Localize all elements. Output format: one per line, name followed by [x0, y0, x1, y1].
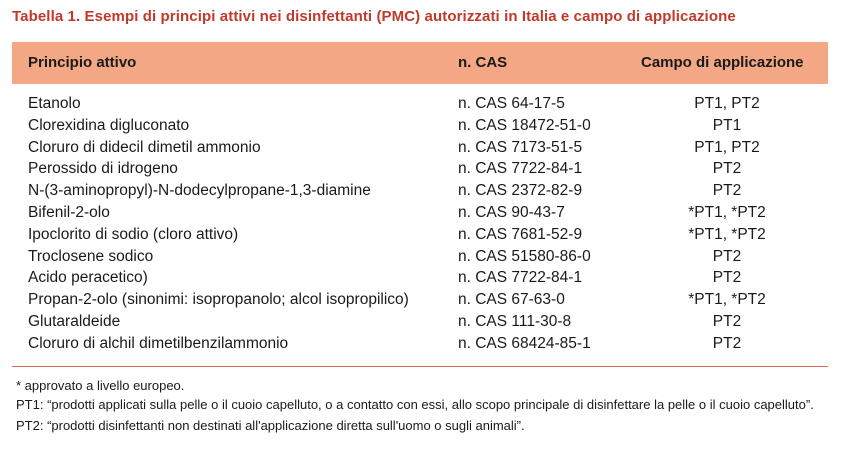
- table-row: [12, 115, 828, 137]
- table-row: [12, 224, 828, 246]
- header-principio-attivo: Principio attivo: [28, 54, 137, 71]
- cell-n-cas: n. CAS 7681-52-9: [458, 225, 583, 243]
- cell-campo: PT2: [712, 334, 742, 352]
- cell-campo: *PT1, *PT2: [688, 225, 766, 243]
- cell-campo: PT2: [712, 247, 742, 265]
- cell-n-cas: n. CAS 111-30-8: [458, 312, 572, 330]
- footnote-pt2: PT2: “prodotti disinfettanti non destinati all'applicazione diretta sull'uomo o sugli animali”.: [16, 418, 525, 433]
- cell-principio-attivo: Propan-2-olo (sinonimi: isopropanolo; alcol isopropilico): [28, 291, 409, 309]
- table-footnotes: [16, 376, 828, 435]
- cell-campo: PT2: [712, 269, 742, 287]
- table-caption: Tabella 1. Esempi di principi attivi nei disinfettanti (PMC) autorizzati in Italia e campo di applicazione: [12, 8, 736, 25]
- table-row: [12, 246, 828, 268]
- cell-campo: PT2: [712, 160, 742, 178]
- cell-campo: *PT1, *PT2: [688, 291, 766, 309]
- cell-n-cas: n. CAS 64-17-5: [458, 95, 565, 112]
- header-n-cas: n. CAS: [458, 54, 508, 71]
- table-row: [12, 311, 828, 333]
- footnote-asterisk: * approvato a livello europeo.: [16, 378, 185, 393]
- cell-principio-attivo: Etanolo: [28, 95, 81, 112]
- cell-n-cas: n. CAS 90-43-7: [458, 203, 565, 221]
- footnote-pt1: PT1: “prodotti applicati sulla pelle o il cuoio capelluto, o a contatto con essi, allo scopo principale di disinfettare la pelle o il cuoio capelluto”.: [16, 397, 814, 412]
- cell-n-cas: n. CAS 7173-51-5: [458, 138, 583, 156]
- cell-campo: PT1, PT2: [694, 138, 760, 156]
- table-row: [12, 333, 828, 355]
- cell-principio-attivo: N-(3-aminopropyl)-N-dodecylpropane-1,3-diamine: [28, 182, 371, 200]
- cell-principio-attivo: Acido peracetico): [28, 269, 148, 287]
- cell-n-cas: n. CAS 67-63-0: [458, 291, 565, 309]
- cell-principio-attivo: Bifenil-2-olo: [28, 203, 110, 221]
- cell-campo: PT1, PT2: [694, 95, 760, 112]
- cell-campo: *PT1, *PT2: [688, 203, 766, 221]
- cell-principio-attivo: Ipoclorito di sodio (cloro attivo): [28, 225, 239, 243]
- cell-n-cas: n. CAS 18472-51-0: [458, 116, 591, 134]
- cell-principio-attivo: Perossido di idrogeno: [28, 160, 178, 178]
- cell-n-cas: n. CAS 68424-85-1: [458, 334, 591, 352]
- cell-n-cas: n. CAS 51580-86-0: [458, 247, 591, 265]
- table-row: [12, 289, 828, 311]
- table-row: [12, 267, 828, 289]
- cell-campo: PT2: [712, 312, 742, 330]
- cell-principio-attivo: Clorexidina digluconato: [28, 116, 190, 134]
- table-row: [12, 137, 828, 159]
- table-row: [12, 158, 828, 180]
- cell-n-cas: n. CAS 7722-84-1: [458, 160, 583, 178]
- table-row: [12, 180, 828, 202]
- cell-campo: PT1: [712, 116, 742, 134]
- table-row: [12, 202, 828, 224]
- cell-campo: PT2: [712, 182, 742, 200]
- cell-principio-attivo: Troclosene sodico: [28, 247, 154, 265]
- cell-n-cas: n. CAS 7722-84-1: [458, 269, 583, 287]
- header-campo-applicazione: Campo di applicazione: [641, 54, 804, 71]
- table-body: [12, 93, 828, 355]
- table-row: [12, 93, 828, 115]
- cell-principio-attivo: Cloruro di didecil dimetil ammonio: [28, 138, 261, 156]
- cell-n-cas: n. CAS 2372-82-9: [458, 182, 583, 200]
- table-header: [12, 42, 828, 84]
- table-bottom-rule: [12, 366, 828, 367]
- cell-principio-attivo: Glutaraldeide: [28, 312, 121, 330]
- cell-principio-attivo: Cloruro di alchil dimetilbenzilammonio: [28, 334, 289, 352]
